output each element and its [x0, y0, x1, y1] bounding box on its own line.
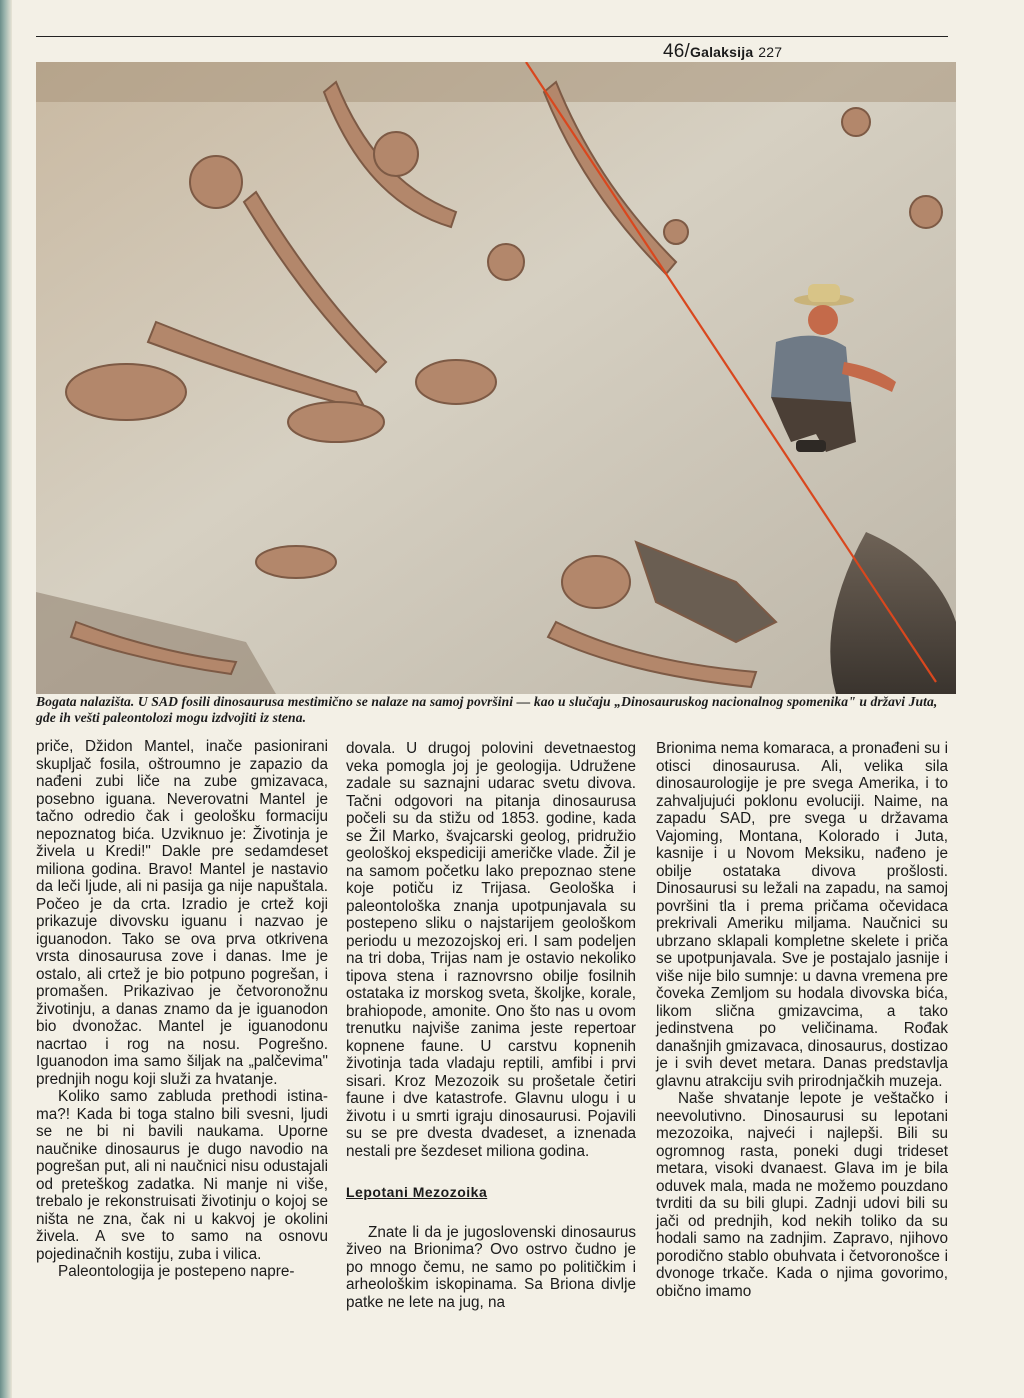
fossil-bone-cluster: [66, 364, 186, 420]
rock-top-shadow: [36, 62, 956, 102]
fossil-bone-cluster: [288, 402, 384, 442]
issue-number: 227: [758, 44, 783, 60]
article-column-3: [656, 740, 948, 1300]
header-rule: [36, 36, 948, 37]
fossil-vertebra: [488, 244, 524, 280]
head: [808, 305, 838, 335]
magazine-name: Galaksija: [690, 44, 754, 60]
hat-crown: [808, 284, 840, 302]
boot: [796, 440, 826, 452]
paragraph: Brionima nema komaraca, a pronađeni su i otisci dinosaurusa. Ali, velika sila dinosaurologije je pre svega Amerika, i to zahvaljujući poklonu evoluciji. Naime, na zapadu SAD, pre svega u državama Vajoming, Montana, Kolorado i Juta, kasnije i u Novom Meksiku, nađeno je obilje ostataka divova prošlosti. Dinosaurusi su ležali na zapadu, na samoj površini tla i prema pričama očevidaca prekrivali Ameriku miljama. Naučnici su ubrzano sklapali kompletne skelete i priča se upotpunjavala. Sve je postajalo jasnije i više nije bilo sumnje: u davna vremena pre čoveka Zemljom su hodala divovska bića, likom slična gmizavcima, a tako jedinstvena po veličinama. Rođak današnjih gmizavaca, dinosaurus, dostizao je i svih devet metara. Danas predstavlja glavnu atrakciju svih prirodnjačkih muzeja.: [656, 740, 948, 1090]
page-folio: [663, 41, 782, 63]
paragraph: dovala. U drugoj polovini devetnaestog veka pomogla joj je geologija. Udružene zadale su saznajni udarac svetu divova. Tačni odgovori na pitanja dinosaurusa počeli su da stižu od 1853. godine, kada se Žil Marko, švajcarski geolog, pridružio geološkoj ekspediciji američke vlade. Žil je na samom početku lako prepoznao stene koje potiču iz Trijasa. Geološka i paleontološka znanja upotpunjavala su postepeno sliku o najstarijem geološkom periodu u mezozojskoj eri. I sam podeljen na tri doba, Trijas nam je ostavio nekoliko tipova stena i raznovrsno obilje fosilnih ostataka iz morskog sveta, školjke, korale, brahiopode, amonite. Ono što nas u ovom trenutku najviše zanima jeste repertoar kopnene faune. U carstvu kopnenih životinja tada vladaju reptili, amfibi i prvi sisari. Kroz Mezozoik su prošetale četiri faune i dve katastrofe. Glavnu ulogu i u životu i u smrti igraju dinosaurusi. Pojavili su se pre dvesta dvadeset, a iznenada nestali pre šezdeset miliona godina.: [346, 740, 636, 1160]
article-column-2: [346, 740, 636, 1311]
fossil-bone-cluster: [256, 546, 336, 578]
fossil-bone-cluster: [416, 360, 496, 404]
paragraph: Znate li da je jugoslovenski dinosaurus živeo na Brionima? Ovo ostrvo čudno je po mnogo čemu, ne samo po političkim i arheološkim iskopinama. Sa Briona divlje patke ne lete na jug, na: [346, 1223, 636, 1311]
paragraph: priče, Džidon Mantel, inače pasionirani skupljač fosila, oštroumno je zapazio da nađeni zubi liče na zube gmizavaca, posebno iguana. Neverovatni Mantel je tačno odredio čak i geološku formaciju nepoznatog bića. Uzviknuo je: Životinja je živela u Kredi!" Dakle pre sedamdeset miliona godina. Bravo! Mantel je nastavio da leči ljude, ali ni pasija ga nije napuštala. Počeo je da crta. Izradio je crtež koji prikazuje divovsku iguanu i nazvao je iguanodon. Tako se ova prva otkrivena vrsta dinosaurusa zove i danas. Ime je ostalo, ali crtež je bio potpuno pogrešan, i promašen. Prikazivao je četvoronožnu životinju, a danas znamo da je iguanodon bio dvonožac. Mantel je iguanodonu nacrtao i rog na nosu. Pogrešno. Iguanodon ima samo šiljak na „palčevima" prednjih nogu koji služi za hvatanje.: [36, 738, 328, 1088]
page-edge-strip: [0, 0, 12, 1398]
paragraph: Naše shvatanje lepote je veštačko i neevolutivno. Dinosaurusi su lepotani mezozoika, najveći i najlepši. Bili su ogromnog rasta, poneki dugi trideset metara, visoki dvanaest. Glava im je bila oduvek mala, mada ne možemo pouzdano tvrditi da su bili glupi. Zadnji udovi bili su jači od prednjih, kod nekih toliko da su hodali samo na zadnjim. Zapravo, njihovo porodično stablo obuhvata i četvoronošce i dvonoge trkače. Kada o njima govorimo, obično imamo: [656, 1090, 948, 1300]
photo-caption: Bogata nalazišta. U SAD fosili dinosaurusa mestimično se nalaze na samoj površini — kao u slučaju „Dinosauruskog nacionalnog spomenika" u državi Juta, gde ih vešti paleontolozi mogu izdvojiti iz stena.: [36, 694, 938, 725]
fossil-vertebra: [374, 132, 418, 176]
fossil-photo-illustration: [36, 62, 956, 694]
section-subheading: Lepotani Mezozoika: [346, 1184, 488, 1200]
fossil-vertebra: [910, 196, 942, 228]
article-column-1: [36, 738, 328, 1281]
paragraph: Paleontologija je postepeno napre-: [58, 1263, 295, 1280]
fossil-site-photo: [36, 62, 956, 694]
fossil-vertebra: [842, 108, 870, 136]
shirt: [771, 336, 851, 406]
paragraph: Koliko samo zabluda prethodi istina-ma?! Kada bi toga stalno bili svesni, ljudi se ne bi ni bavili naukama. Uporne naučnike dinosaurus je dugo navodio na pogrešan put, ali ni naučnici nisu odustajali od preteškog zadatka. Ni manje ni više, trebalo je rekonstruisati životinju o kojoj se ništa ne zna, čak ni u kakvoj je okolini živela. A sve to samo na osnovu pojedinačnih kostiju, zuba i vilica.: [36, 1088, 328, 1263]
fossil-vertebra: [190, 156, 242, 208]
page-number: 46/: [663, 41, 691, 62]
fossil-bone-cluster: [562, 556, 630, 608]
fossil-vertebra: [664, 220, 688, 244]
